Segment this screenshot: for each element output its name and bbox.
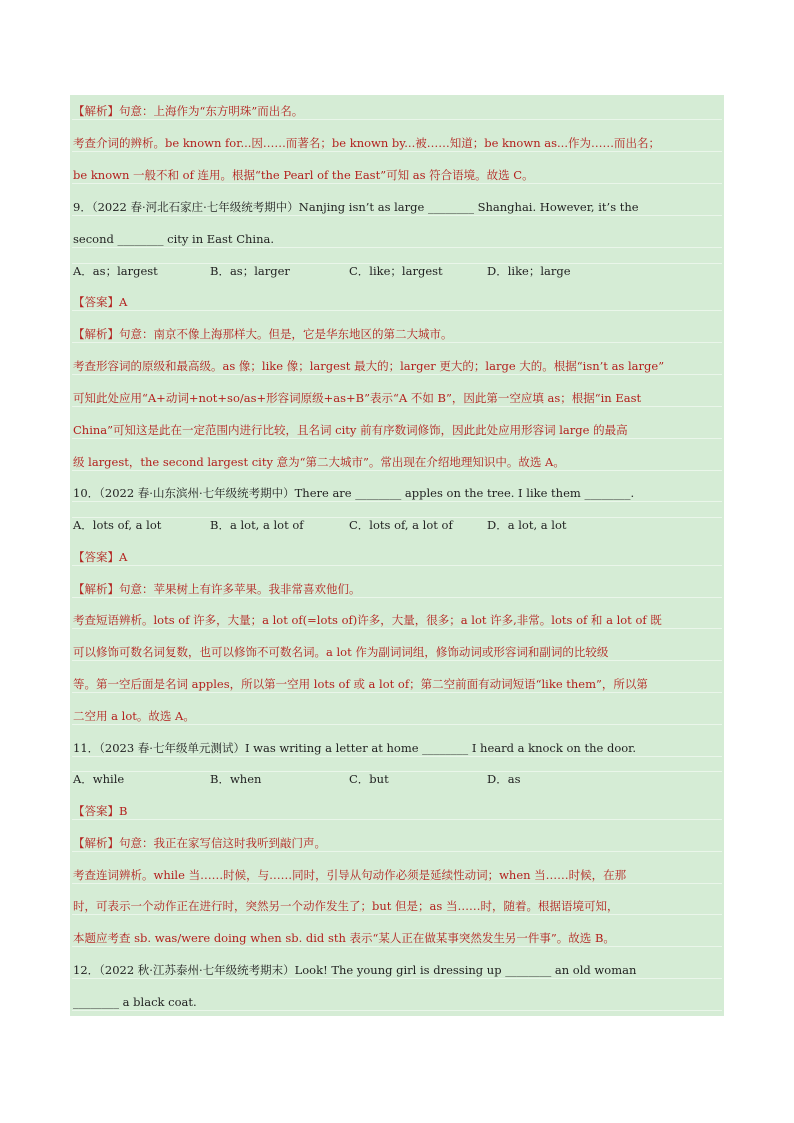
question-11-text: 11．（2023 春·七年级单元测试）I was writing a letter at home ________ I heard a knock on the door. xyxy=(72,740,722,757)
option-c: C．lots of, a lot of xyxy=(349,518,453,532)
option-d: D．a lot, a lot xyxy=(487,518,567,532)
option-b: B．a lot, a lot of xyxy=(210,518,304,532)
option-a: A．while xyxy=(73,772,125,786)
option-b: B．as；larger xyxy=(210,264,290,278)
explanation-line: 可知此处应用“A+动词+not+so/as+形容词原级+as+B”表示“A 不如 B”，因此第一空应填 as；根据“in East xyxy=(72,390,722,407)
answer-line: 【答案】B xyxy=(72,803,722,820)
explanation-line: China”可知这是此在一定范围内进行比较，且名词 city 前有序数词修饰，因此此处应用形容词 large 的最高 xyxy=(72,422,722,439)
option-a: A．lots of, a lot xyxy=(73,518,162,532)
explanation-line: 【解析】句意：上海作为“东方明珠”而出名。 xyxy=(72,103,722,120)
explanation-line: 考查短语辨析。lots of 许多，大量；a lot of(=lots of)许多，大量，很多；a lot 许多,非常。lots of 和 a lot of 既 xyxy=(72,612,722,629)
option-c: C．like；largest xyxy=(349,264,443,278)
option-a: A．as；largest xyxy=(73,264,158,278)
question-10-text: 10．（2022 春·山东滨州·七年级统考期中）There are ________ apples on the tree. I like them ________. xyxy=(72,485,722,502)
explanation-line: 可以修饰可数名词复数，也可以修饰不可数名词。a lot 作为副词词组，修饰动词或形容词和副词的比较级 xyxy=(72,644,722,661)
question-12-text: 12．（2022 秋·江苏泰州·七年级统考期末）Look! The young girl is dressing up ________ an old woman xyxy=(72,962,722,979)
option-d: D．like；large xyxy=(487,264,571,278)
explanation-line: 考查形容词的原级和最高级。as 像；like 像；largest 最大的；larger 更大的；large 大的。根据“isn’t as large” xyxy=(72,358,722,375)
answer-line: 【答案】A xyxy=(72,294,722,311)
explanation-line: 等。第一空后面是名词 apples，所以第一空用 lots of 或 a lot of；第二空前面有动词短语“like them”，所以第 xyxy=(72,676,722,693)
question-12-text: ________ a black coat. xyxy=(72,994,722,1011)
explanation-line: be known 一般不和 of 连用。根据“the Pearl of the East”可知 as 符合语境。故选 C。 xyxy=(72,167,722,184)
option-c: C．but xyxy=(349,772,389,786)
question-10-options xyxy=(72,517,722,532)
question-11-options xyxy=(72,771,722,786)
explanation-line: 级 largest，the second largest city 意为“第二大城市”。常出现在介绍地理知识中。故选 A。 xyxy=(72,454,722,471)
explanation-line: 时，可表示一个动作正在进行时，突然另一个动作发生了；but 但是；as 当……时，随着。根据语境可知， xyxy=(72,898,722,915)
question-9-text: 9．（2022 春·河北石家庄·七年级统考期中）Nanjing isn’t as large ________ Shanghai. However, it’s the xyxy=(72,199,722,216)
explanation-line: 【解析】句意：苹果树上有许多苹果。我非常喜欢他们。 xyxy=(72,581,722,598)
explanation-line: 本题应考查 sb. was/were doing when sb. did sth 表示“某人正在做某事突然发生另一件事”。故选 B。 xyxy=(72,930,722,947)
option-b: B．when xyxy=(210,772,262,786)
answer-line: 【答案】A xyxy=(72,549,722,566)
option-d: D．as xyxy=(487,772,521,786)
explanation-line: 【解析】句意：我正在家写信这时我听到敲门声。 xyxy=(72,835,722,852)
explanation-line: 考查连词辨析。while 当……时候，与……同时，引导从句动作必须是延续性动词；when 当……时候，在那 xyxy=(72,867,722,884)
explanation-line: 【解析】句意：南京不像上海那样大。但是，它是华东地区的第二大城市。 xyxy=(72,326,722,343)
explanation-line: 考查介词的辨析。be known for...因……而著名；be known by...被……知道；be known as...作为……而出名； xyxy=(72,135,722,152)
question-9-text: second ________ city in East China. xyxy=(72,231,722,248)
question-9-options xyxy=(72,263,722,278)
explanation-line: 二空用 a lot。故选 A。 xyxy=(72,708,722,725)
